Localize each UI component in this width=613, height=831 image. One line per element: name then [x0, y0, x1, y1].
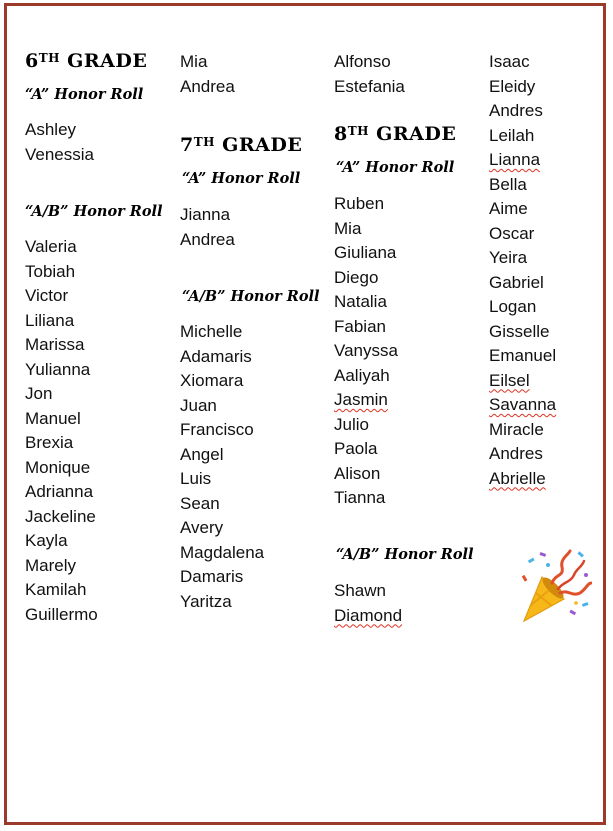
grade-7-heading: 7TH GRADE: [180, 134, 303, 156]
grade-6-ab-honor-roll-label: “A/B” Honor Roll: [25, 203, 163, 220]
student-name: Mia: [180, 52, 208, 71]
student-name: Natalia: [334, 292, 387, 311]
student-name: Fabian: [334, 316, 386, 336]
grade-8-a-honor-roll-label: “A” Honor Roll: [336, 159, 455, 176]
student-name: Juan: [180, 395, 217, 415]
student-name: Jasmin: [334, 390, 388, 409]
grade-7-a-honor-roll-label: “A” Honor Roll: [182, 170, 301, 187]
student-name: Emanuel: [489, 346, 557, 365]
student-name: Venessia: [25, 144, 94, 164]
student-name: Aaliyah: [334, 365, 390, 385]
student-name: Logan: [489, 297, 537, 316]
student-name: Yaritza: [180, 591, 232, 611]
student-name: Bella: [489, 174, 527, 194]
grade-7-ab-names-continued: [334, 50, 405, 99]
student-name: Luis: [180, 469, 212, 488]
student-name: Damaris: [180, 567, 244, 586]
student-name: Gisselle: [489, 321, 550, 341]
student-name: Jianna: [180, 205, 231, 224]
student-name: Ruben: [334, 194, 385, 213]
grade-6-a-names: [25, 118, 94, 167]
grade-8-heading: 8TH GRADE: [334, 123, 457, 145]
student-name: Giuliana: [334, 243, 397, 262]
grade-8-a-names-continued: [489, 50, 556, 491]
student-name: Andrea: [180, 229, 235, 249]
student-name: Savanna: [489, 395, 557, 414]
student-name: Paola: [334, 439, 378, 458]
student-name: Alison: [334, 463, 381, 483]
student-name: Jackeline: [25, 506, 96, 526]
student-name: Tianna: [334, 488, 386, 507]
student-name: Aime: [489, 199, 528, 218]
student-name: Adrianna: [25, 482, 94, 501]
grade-8-a-names: [334, 192, 398, 511]
student-name: Gabriel: [489, 272, 544, 292]
student-name: Andres: [489, 444, 543, 463]
student-name: Vanyssa: [334, 341, 398, 360]
grade-6-heading: 6TH GRADE: [25, 50, 148, 72]
student-name: Miracle: [489, 419, 544, 439]
grade-6-ab-names-continued: [180, 50, 235, 99]
student-name: Adamaris: [180, 346, 252, 366]
student-name: Victor: [25, 286, 69, 305]
student-name: Leilah: [489, 125, 535, 145]
grade-6-a-honor-roll-label: “A” Honor Roll: [25, 86, 144, 103]
student-name: Alfonso: [334, 52, 391, 71]
grade-6-ab-names: [25, 235, 98, 627]
grade-7-a-names: [180, 203, 235, 252]
grade-7-ab-names: [180, 320, 264, 614]
student-name: Andres: [489, 101, 543, 120]
student-name: Eilsel: [489, 370, 530, 390]
student-name: Xiomara: [180, 371, 244, 390]
student-name: Liliana: [25, 310, 75, 330]
student-name: Andrea: [180, 76, 235, 96]
student-name: Diego: [334, 267, 379, 287]
party-popper-icon: [518, 549, 592, 625]
student-name: Jon: [25, 384, 53, 403]
student-name: Shawn: [334, 581, 386, 600]
student-name: Angel: [180, 444, 224, 464]
student-name: Kayla: [25, 531, 68, 550]
student-name: Sean: [180, 493, 220, 513]
student-name: Isaac: [489, 52, 530, 71]
student-name: Monique: [25, 457, 91, 477]
student-name: Kamilah: [25, 580, 87, 599]
student-name: Lianna: [489, 150, 541, 169]
student-name: Abrielle: [489, 468, 546, 488]
student-name: Ashley: [25, 120, 77, 139]
student-name: Oscar: [489, 223, 535, 243]
student-name: Guillermo: [25, 604, 98, 624]
student-name: Francisco: [180, 420, 254, 439]
student-name: Eleidy: [489, 76, 536, 96]
student-name: Brexia: [25, 433, 74, 452]
student-name: Diamond: [334, 605, 403, 625]
student-name: Michelle: [180, 322, 243, 341]
grade-8-ab-honor-roll-label: “A/B” Honor Roll: [336, 546, 474, 563]
student-name: Tobiah: [25, 261, 76, 281]
student-name: Julio: [334, 414, 369, 434]
student-name: Estefania: [334, 76, 405, 96]
grade-8-ab-names: [334, 579, 402, 628]
student-name: Yeira: [489, 248, 528, 267]
student-name: Marissa: [25, 335, 85, 354]
student-name: Avery: [180, 518, 224, 537]
student-name: Magdalena: [180, 542, 265, 562]
student-name: Mia: [334, 218, 362, 238]
grade-7-ab-honor-roll-label: “A/B” Honor Roll: [182, 288, 320, 305]
student-name: Yulianna: [25, 359, 91, 379]
student-name: Valeria: [25, 237, 77, 256]
student-name: Manuel: [25, 408, 81, 428]
student-name: Marely: [25, 555, 77, 575]
